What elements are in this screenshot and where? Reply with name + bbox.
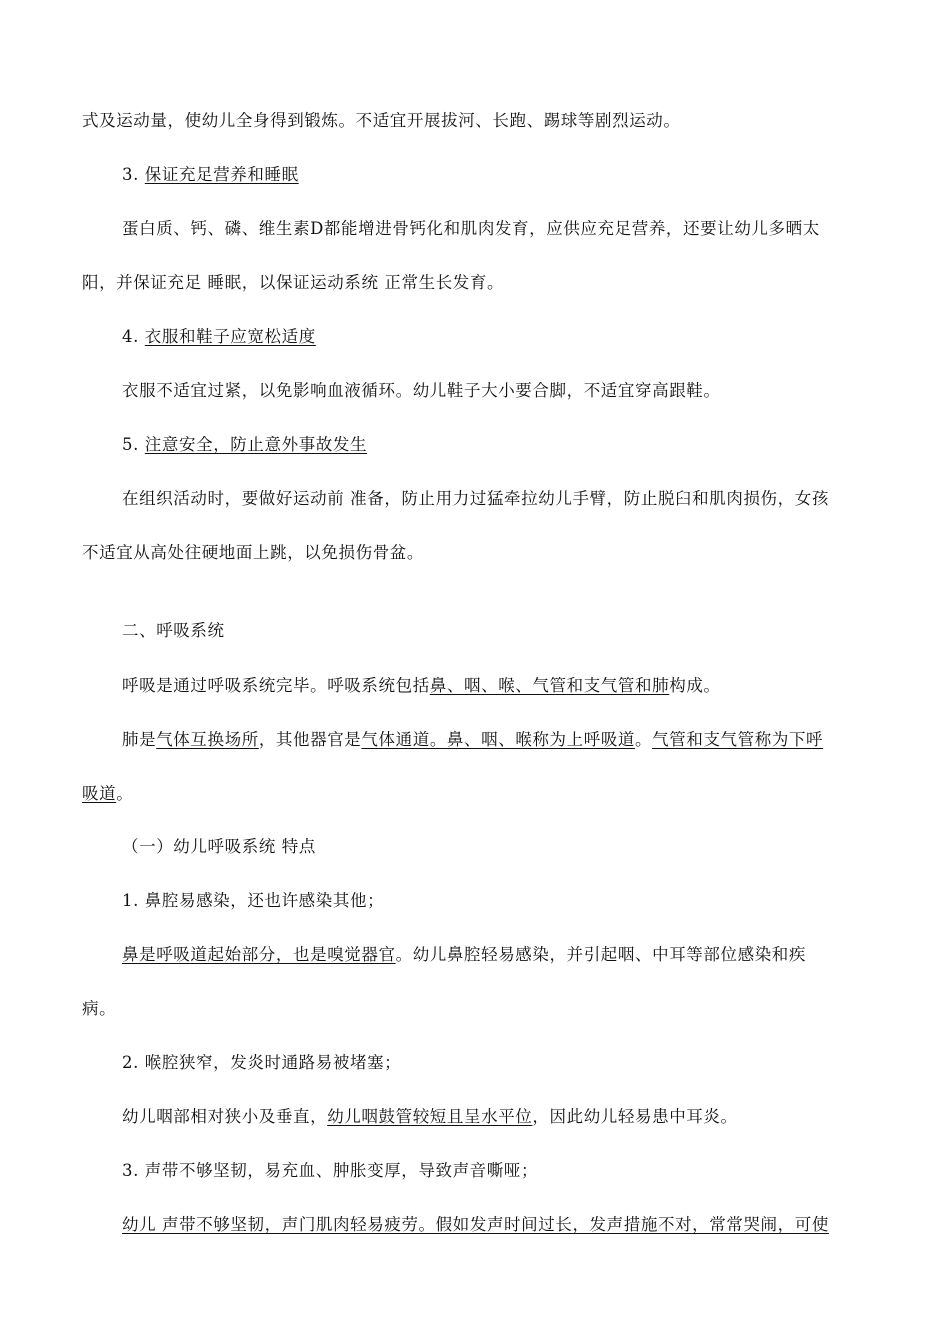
text-segment: 呼吸是通过呼吸系统完毕。呼吸系统包括	[122, 676, 430, 695]
text-segment: 构成。	[669, 676, 721, 695]
text-segment: 肺是	[122, 730, 157, 749]
paragraph-line	[122, 944, 950, 966]
paragraph-line	[122, 1214, 950, 1236]
text-segment: 式及运动量，使幼儿全身得到锻炼。不适宜开展拔河、长跑、踢球等剧烈运动。	[82, 111, 681, 130]
paragraph-line	[82, 110, 950, 132]
underlined-text: 注意安全，防止意外事故发生	[144, 435, 368, 454]
text-segment: 在组织活动时，要做好运动前 准备，防止用力过猛牵拉幼儿手臂，防止脱臼和肌肉损伤，女孩	[122, 489, 829, 508]
text-segment: 。	[116, 784, 134, 803]
text-segment: 5.	[122, 435, 145, 454]
paragraph-line	[82, 783, 950, 805]
underlined-text: 衣服和鞋子应宽松适度	[144, 327, 316, 346]
text-segment: 病。	[82, 999, 117, 1018]
text-segment: ，因此幼儿轻易患中耳炎。	[532, 1107, 738, 1126]
text-segment: ，其他器官是	[258, 730, 362, 749]
text-segment: 3.	[122, 165, 145, 184]
paragraph-line	[122, 380, 950, 402]
text-segment: 蛋白质、钙、磷、维生素D都能增进骨钙化和肌肉发育，应供应充足营养，还要让幼儿多晒太	[122, 219, 820, 238]
subheading-line	[122, 1160, 950, 1182]
subheading-line	[122, 890, 950, 912]
text-segment: 阳，并保证充足 睡眠，以保证运动系统 正常生长发育。	[82, 273, 505, 292]
paragraph-line	[82, 272, 950, 294]
paragraph-line	[122, 218, 950, 240]
text-segment: 不适宜从高处往硬地面上跳，以免损伤骨盆。	[82, 543, 424, 562]
paragraph-line	[122, 729, 950, 751]
underlined-text: 幼儿 声带不够坚韧，声门肌肉轻易疲劳。假如发声时间过长，发声措施不对，常常哭闹，可使	[122, 1215, 829, 1234]
text-segment: 衣服不适宜过紧，以免影响血液循环。幼儿鞋子大小要合脚，不适宜穿高跟鞋。	[122, 381, 721, 400]
subheading-line	[122, 326, 950, 348]
underlined-text: 气体通道。鼻、咽、喉称为上呼吸道	[361, 730, 636, 749]
text-segment: 幼儿咽部相对狭小及垂直，	[122, 1107, 328, 1126]
text-segment: （一）幼儿呼吸系统 特点	[122, 837, 316, 856]
underlined-text: 幼儿咽鼓管较短且呈水平位	[327, 1107, 533, 1126]
text-segment: 4.	[122, 327, 145, 346]
subsection-heading	[122, 836, 950, 858]
text-segment: 2. 喉腔狭窄，发炎时通路易被堵塞；	[122, 1053, 402, 1072]
underlined-text: 保证充足营养和睡眠	[144, 165, 299, 184]
paragraph-line	[82, 998, 950, 1020]
underlined-text: 气体互换场所	[156, 730, 259, 749]
underlined-text: 气管和支气管称为下呼	[652, 730, 824, 749]
text-segment: 。幼儿鼻腔轻易感染，并引起咽、中耳等部位感染和疾	[395, 945, 807, 964]
underlined-text: 鼻是呼吸道起始部分，也是嗅觉器官	[122, 945, 396, 964]
paragraph-line	[122, 1106, 950, 1128]
text-segment: 二、呼吸系统	[122, 621, 225, 640]
paragraph-line	[122, 488, 950, 510]
paragraph-line	[82, 542, 950, 564]
text-segment: 3. 声带不够坚韧，易充血、肿胀变厚，导致声音嘶哑；	[122, 1161, 539, 1180]
paragraph-line	[122, 675, 950, 697]
subheading-line	[122, 164, 950, 186]
section-heading	[122, 620, 950, 642]
underlined-text: 吸道	[82, 784, 117, 803]
text-segment: 1. 鼻腔易感染，还也许感染其他；	[122, 891, 385, 910]
subheading-line	[122, 1052, 950, 1074]
underlined-text: 鼻、咽、喉、气管和支气管和肺	[429, 676, 670, 695]
subheading-line	[122, 434, 950, 456]
text-segment: 。	[635, 730, 653, 749]
